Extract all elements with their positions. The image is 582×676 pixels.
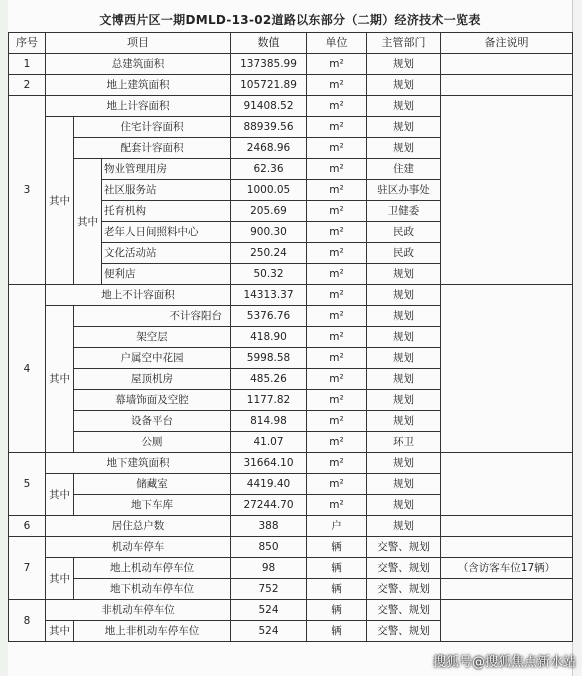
row-unit: m²	[307, 474, 367, 495]
row-value: 88939.56	[231, 117, 307, 138]
row-dept: 规划	[367, 285, 441, 306]
row-unit: m²	[307, 348, 367, 369]
row-dept: 民政	[367, 243, 441, 264]
row-no: 5	[9, 453, 46, 516]
row-item: 储藏室	[74, 474, 231, 495]
row-dept: 规划	[367, 369, 441, 390]
row-value: 814.98	[231, 411, 307, 432]
sub-group-label: 其中	[46, 306, 74, 453]
row-unit: m²	[307, 432, 367, 453]
row-dept: 规划	[367, 306, 441, 327]
row-item: 非机动车停车位	[46, 600, 231, 621]
row-item: 设备平台	[74, 411, 231, 432]
row-unit: m²	[307, 285, 367, 306]
row-note	[441, 75, 573, 96]
row-value: 50.32	[231, 264, 307, 285]
row-value: 524	[231, 600, 307, 621]
row-unit: m²	[307, 117, 367, 138]
row-value: 4419.40	[231, 474, 307, 495]
row-item: 机动车停车	[46, 537, 231, 558]
row-no: 8	[9, 600, 46, 642]
row-dept: 住建	[367, 159, 441, 180]
row-dept: 交警、规划	[367, 621, 441, 642]
row-note	[441, 600, 573, 642]
row-item: 居住总户数	[46, 516, 231, 537]
row-value: 105721.89	[231, 75, 307, 96]
row-note	[441, 516, 573, 537]
row-unit: m²	[307, 390, 367, 411]
table-row	[9, 96, 573, 117]
row-item: 屋顶机房	[74, 369, 231, 390]
row-no: 4	[9, 285, 46, 453]
row-note	[441, 537, 573, 558]
row-dept: 规划	[367, 411, 441, 432]
col-header-unit: 单位	[307, 33, 367, 54]
row-dept: 规划	[367, 348, 441, 369]
row-dept: 规划	[367, 516, 441, 537]
row-dept: 规划	[367, 264, 441, 285]
row-no: 7	[9, 537, 46, 600]
row-dept: 交警、规划	[367, 537, 441, 558]
row-value: 418.90	[231, 327, 307, 348]
row-item: 住宅计容面积	[74, 117, 231, 138]
row-value: 485.26	[231, 369, 307, 390]
col-header-dept: 主管部门	[367, 33, 441, 54]
row-item: 地上计容面积	[46, 96, 231, 117]
row-dept: 规划	[367, 474, 441, 495]
table-title: 文博西片区一期DMLD-13-02道路以东部分（二期）经济技术一览表	[99, 13, 481, 27]
sub-group-label: 其中	[46, 117, 74, 285]
row-dept: 规划	[367, 117, 441, 138]
row-dept: 规划	[367, 138, 441, 159]
row-value: 1177.82	[231, 390, 307, 411]
row-item: 不计容阳台	[74, 306, 231, 327]
row-value: 205.69	[231, 201, 307, 222]
watermark-text: 搜狐号@搜狐焦点新水站	[432, 655, 576, 670]
row-item: 公厕	[74, 432, 231, 453]
row-item: 文化活动站	[102, 243, 231, 264]
sub-group-label: 其中	[46, 558, 74, 600]
row-dept: 规划	[367, 54, 441, 75]
row-dept: 民政	[367, 222, 441, 243]
row-value: 137385.99	[231, 54, 307, 75]
table-row	[9, 516, 573, 537]
row-value: 41.07	[231, 432, 307, 453]
row-dept: 交警、规划	[367, 579, 441, 600]
row-unit: 辆	[307, 600, 367, 621]
row-item: 物业管理用房	[102, 159, 231, 180]
row-value: 250.24	[231, 243, 307, 264]
row-note	[441, 453, 573, 516]
row-value: 388	[231, 516, 307, 537]
row-item: 地下机动车停车位	[74, 579, 231, 600]
row-item: 幕墙饰面及空腔	[74, 390, 231, 411]
header-row	[9, 33, 573, 54]
row-unit: 辆	[307, 537, 367, 558]
row-item: 地上不计容面积	[46, 285, 231, 306]
table-row	[9, 75, 573, 96]
row-item: 地下建筑面积	[46, 453, 231, 474]
row-item: 地上非机动车停车位	[74, 621, 231, 642]
row-value: 14313.37	[231, 285, 307, 306]
table-row	[9, 558, 573, 579]
right-margin	[572, 0, 582, 676]
row-unit: 辆	[307, 621, 367, 642]
row-value: 752	[231, 579, 307, 600]
row-value: 31664.10	[231, 453, 307, 474]
col-header-item: 项目	[46, 33, 231, 54]
left-margin	[0, 0, 8, 676]
row-value: 2468.96	[231, 138, 307, 159]
row-item: 地下车库	[74, 495, 231, 516]
row-dept: 规划	[367, 495, 441, 516]
row-note: （含访客车位17辆）	[441, 558, 573, 579]
row-item: 配套计容面积	[74, 138, 231, 159]
row-note	[441, 96, 573, 285]
row-note	[441, 579, 573, 600]
row-item: 总建筑面积	[46, 54, 231, 75]
row-value: 850	[231, 537, 307, 558]
row-value: 27244.70	[231, 495, 307, 516]
row-item: 架空层	[74, 327, 231, 348]
row-unit: m²	[307, 54, 367, 75]
row-value: 900.30	[231, 222, 307, 243]
row-unit: 户	[307, 516, 367, 537]
row-dept: 规划	[367, 453, 441, 474]
row-unit: m²	[307, 243, 367, 264]
row-value: 91408.52	[231, 96, 307, 117]
row-value: 5998.58	[231, 348, 307, 369]
table-row	[9, 579, 573, 600]
row-no: 1	[9, 54, 46, 75]
row-dept: 卫健委	[367, 201, 441, 222]
table-row	[9, 537, 573, 558]
row-unit: m²	[307, 138, 367, 159]
row-dept: 环卫	[367, 432, 441, 453]
row-unit: 辆	[307, 579, 367, 600]
col-header-note: 备注说明	[441, 33, 573, 54]
row-item: 便利店	[102, 264, 231, 285]
row-unit: m²	[307, 75, 367, 96]
row-unit: 辆	[307, 558, 367, 579]
row-no: 3	[9, 96, 46, 285]
row-value: 524	[231, 621, 307, 642]
row-dept: 交警、规划	[367, 600, 441, 621]
row-value: 62.36	[231, 159, 307, 180]
row-dept: 规划	[367, 390, 441, 411]
sub-group-label: 其中	[74, 159, 102, 285]
row-item: 地上建筑面积	[46, 75, 231, 96]
row-item: 地上机动车停车位	[74, 558, 231, 579]
table-row	[9, 453, 573, 474]
table-row	[9, 54, 573, 75]
row-dept: 交警、规划	[367, 558, 441, 579]
table-row	[9, 600, 573, 621]
row-item: 社区服务站	[102, 180, 231, 201]
row-value: 1000.05	[231, 180, 307, 201]
row-no: 2	[9, 75, 46, 96]
row-note	[441, 54, 573, 75]
row-dept: 规划	[367, 96, 441, 117]
row-unit: m²	[307, 369, 367, 390]
row-dept: 驻区办事处	[367, 180, 441, 201]
row-item: 户属空中花园	[74, 348, 231, 369]
row-unit: m²	[307, 180, 367, 201]
row-unit: m²	[307, 495, 367, 516]
row-item: 老年人日间照料中心	[102, 222, 231, 243]
row-unit: m²	[307, 222, 367, 243]
row-note	[441, 285, 573, 453]
row-value: 98	[231, 558, 307, 579]
sub-group-label: 其中	[46, 474, 74, 516]
row-unit: m²	[307, 306, 367, 327]
row-unit: m²	[307, 264, 367, 285]
col-header-value: 数值	[231, 33, 307, 54]
row-unit: m²	[307, 159, 367, 180]
row-no: 6	[9, 516, 46, 537]
row-dept: 规划	[367, 75, 441, 96]
col-header-no: 序号	[9, 33, 46, 54]
row-dept: 规划	[367, 327, 441, 348]
row-unit: m²	[307, 411, 367, 432]
row-unit: m²	[307, 201, 367, 222]
row-unit: m²	[307, 453, 367, 474]
table-row	[9, 285, 573, 306]
sub-group-label: 其中	[46, 621, 74, 642]
economic-indicator-table	[8, 32, 573, 642]
row-unit: m²	[307, 327, 367, 348]
row-item: 托育机构	[102, 201, 231, 222]
row-unit: m²	[307, 96, 367, 117]
row-value: 5376.76	[231, 306, 307, 327]
